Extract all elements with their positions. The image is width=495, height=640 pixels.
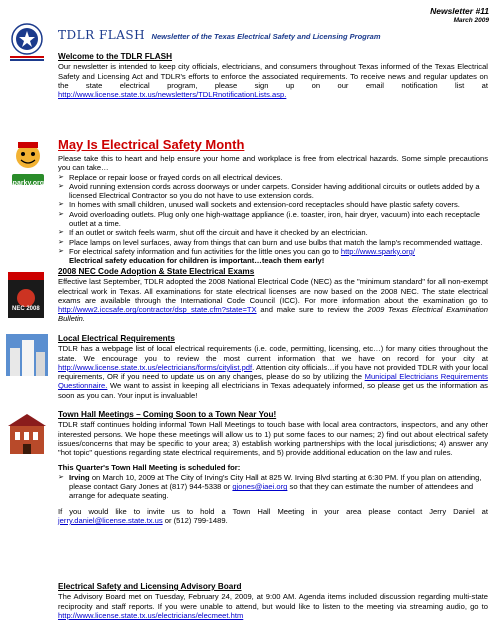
issue-info: [430, 6, 489, 24]
meeting-city: Irving: [69, 472, 90, 482]
town-hall-section: [58, 410, 488, 525]
welcome-heading: Welcome to the TDLR FLASH: [58, 52, 173, 61]
list-item: [58, 473, 488, 501]
invite-tail: or (512) 799-1489.: [164, 515, 228, 525]
sparky-link[interactable]: http://www.sparky.org/: [340, 246, 415, 256]
issue-date: March 2009: [453, 17, 489, 24]
safety-intro: Please take this to heart and help ensure your home and workplace is free from electrical hazards. Some simple precautions you can take…: [58, 154, 488, 173]
list-item: ➢ Replace or repair loose or frayed cords on all electrical devices.: [58, 173, 488, 182]
nec-heading: 2008 NEC Code Adoption & State Electrical Exams: [58, 267, 255, 276]
invite-paragraph: [58, 507, 488, 526]
town-hall-body: TDLR staff continues holding informal Town Hall Meetings to touch base with local area contractors, inspectors, and any other interested persons. We hope these meetings will allow us to 1) put some faces to our names; 2) find out about electrical safety issues/concerns that may be specific to your area; 3) establish working partnerships with the local jurisdictions; 4) answer any "hot topic" questions regarding state electrical requirements, and 5) provide additional education on the law and rules.: [58, 420, 488, 458]
welcome-body: [58, 62, 488, 99]
safety-tips-list: [58, 173, 488, 266]
welcome-text: Our newsletter is intended to keep city officials, electricians, and consumers throughout Texas informed of the Texas Electrical Safety and Licensing Act and TDLR's efforts to enforce the associated requirements. To receive news and regular updates on the state electrical program, please sign up on our email notification list at: [58, 62, 488, 90]
list-item: ➢ Avoid overloading outlets. Plug only one high-wattage appliance (i.e. toaster, iron, hair dryer, vacuum) into each receptacle outlet at a time.: [58, 210, 488, 229]
questionnaire-link[interactable]: Municipal Electricians Requirements Questionnaire.: [58, 372, 488, 391]
list-item: [58, 247, 488, 266]
meeting-tail: so that they can estimate the number of attendees and arrange for adequate seating.: [69, 482, 474, 501]
advisory-board-body: [58, 592, 488, 620]
elecmeet-link[interactable]: http://www.license.state.tx.us/electricians/elecmeet.htm: [58, 610, 244, 620]
nec-section: [58, 267, 488, 324]
icc-link[interactable]: http://www2.iccsafe.org/contractor/dsp_state.cfm?state=TX: [58, 305, 257, 315]
town-hall-image: [6, 412, 48, 458]
nec-text: Effective last September, TDLR adopted the 2008 National Electrical Code (NEC) as the "minimum standard" for all non-exempt electrical work in Texas. All examinations for state electrical licenses are now based on the 2008 NEC. The state electrical exams are available through the International Code Council (ICC). For more information about the examination go to: [58, 277, 488, 305]
nec-bulletin-title: 2009 Texas Electrical Examination Bulletin.: [58, 305, 488, 324]
newsletter-banner: [58, 26, 488, 44]
citylist-link[interactable]: http://www.license.state.tx.us/electricians/forms/citylist.pdf: [58, 362, 253, 372]
newsletter-subtitle: Newsletter of the Texas Electrical Safety and Licensing Program: [151, 32, 381, 41]
issue-number: Newsletter #11: [430, 6, 489, 16]
list-item: ➢ In homes with small children, unused wall sockets and extension-cord receptacles should have plastic safety covers.: [58, 200, 488, 209]
advisory-board-heading: Electrical Safety and Licensing Advisory Board: [58, 582, 242, 591]
notification-list-link[interactable]: http://www.license.state.tx.us/newsletters/TDLRnotificationLists.asp.: [58, 90, 287, 100]
local-heading: Local Electrical Requirements: [58, 334, 175, 343]
safety-month-section: [58, 137, 488, 266]
welcome-section: [58, 52, 488, 99]
board-text: The Advisory Board met on Tuesday, February 24, 2009, at 9:00 AM. Agenda items included discussion regarding multi-state reciprocity and staff reports. If you were unable to attend, but would like to listen to the meeting via streaming audio, go to: [58, 592, 488, 611]
local-requirements-section: [58, 334, 488, 400]
nec-book-image: [6, 270, 46, 320]
schedule-heading: This Quarter's Town Hall Meeting is scheduled for:: [58, 463, 241, 473]
local-text-2: . Attention city officials…if you have not provided TDLR with your local requirements, OR if you need to update us on any changes, please do so by utilizing the: [58, 362, 488, 382]
local-text-1: TDLR has a webpage list of local electrical requirements (i.e. code, permitting, licensing, etc…) for many cities throughout the state. We encourage you to review the most current information that we have on record for your city at: [58, 344, 488, 363]
invite-text: If you would like to invite us to hold a Town Hall Meeting in your area please contact Jerry Daniel at: [58, 506, 488, 516]
town-hall-heading: Town Hall Meetings – Coming Soon to a Town Near You!: [58, 410, 277, 419]
meeting-list: [58, 473, 488, 501]
last-tip-text: For electrical safety information and fun activities for the little ones you can go to: [69, 246, 339, 256]
sparky-label: Sparky.org: [8, 180, 45, 187]
meeting-text: on March 10, 2009 at The City of Irving's City Hall at 825 W. Irving Blvd starting at 6:30 PM. If you plan on attending, please contact Gary Jones at (817) 944-5338 or: [69, 472, 482, 492]
list-item: ➢ Avoid running extension cords across doorways or under carpets. Consider having additional circuits or outlets added by a licensed Electrical Contractor so you do not have to use extension cords.: [58, 182, 488, 201]
list-item: ➢ Place lamps on level surfaces, away from things that can burn and use bulbs that match the lamp's recommended wattage.: [58, 238, 488, 247]
gjones-email-link[interactable]: gjones@iaei.org: [232, 482, 288, 492]
list-item: ➢ If an outlet or switch feels warm, shut off the circuit and have it checked by an electrician.: [58, 228, 488, 237]
tdlr-seal-logo: [6, 22, 48, 64]
nec-body: [58, 277, 488, 323]
jerry-daniel-email-link[interactable]: jerry.daniel@license.state.tx.us: [58, 515, 163, 525]
city-buildings-image: [6, 334, 48, 376]
nec-tail: and make sure to review the: [260, 305, 364, 315]
advisory-board-section: [58, 582, 488, 620]
tdlr-flash-wordmark: TDLR FLASH: [58, 28, 146, 42]
local-body: [58, 344, 488, 400]
last-tip-bold: Electrical safety education for children is important…teach them early!: [69, 256, 325, 266]
nec-book-label: NEC 2008: [12, 306, 40, 312]
safety-month-heading: May Is Electrical Safety Month: [58, 137, 245, 152]
local-text-3: We want to assist in keeping all electricians in Texas adequately informed, so please get us the information as soon as you can. Your input is invaluable!: [58, 381, 488, 400]
